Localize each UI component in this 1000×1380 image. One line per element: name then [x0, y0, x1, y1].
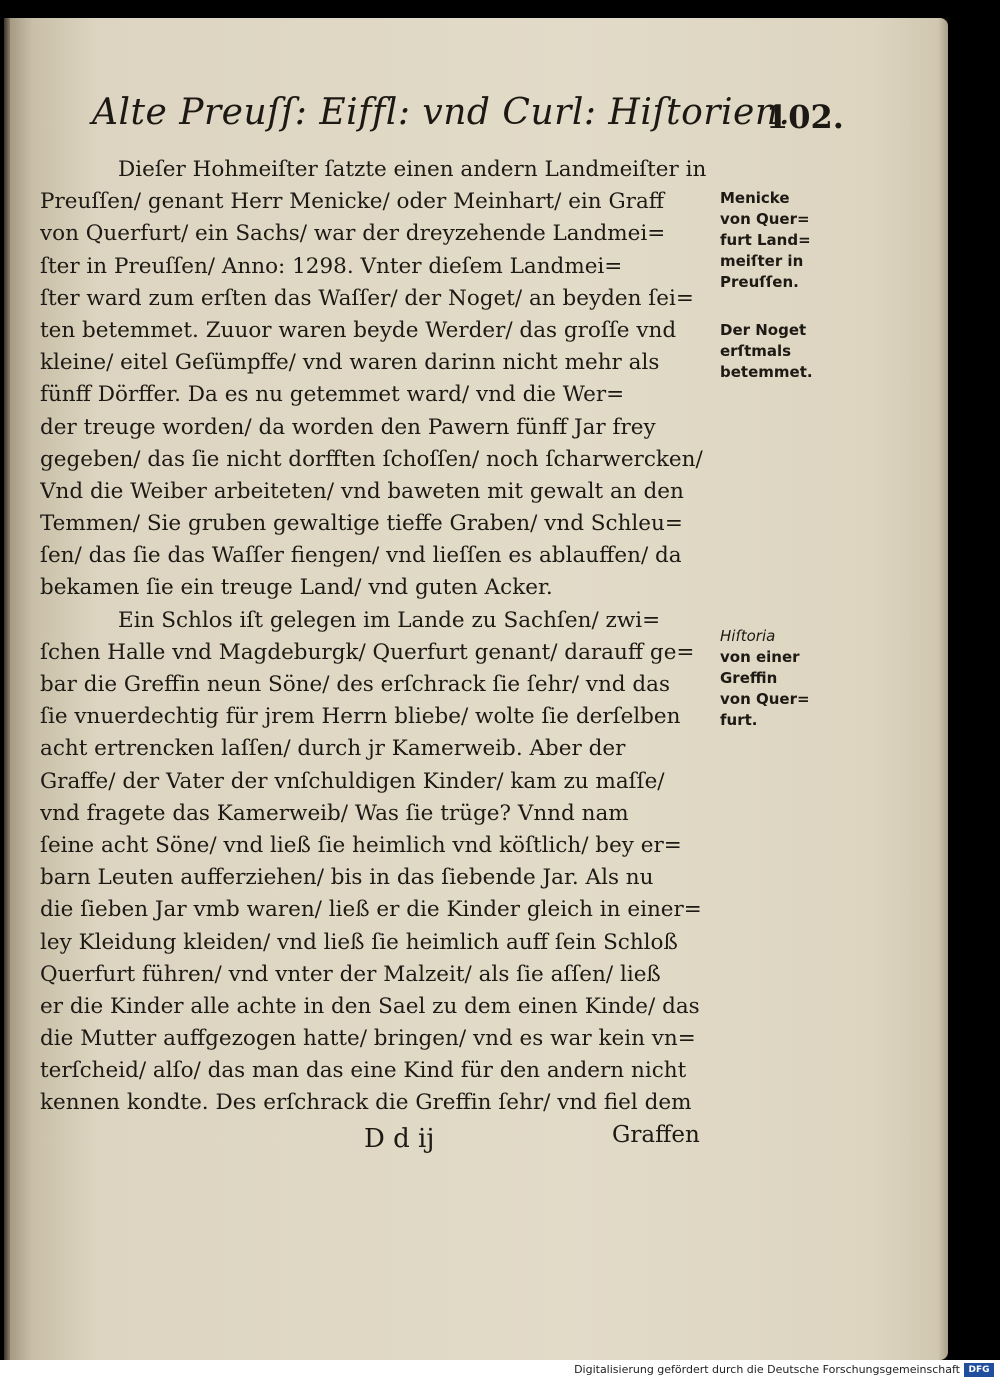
margin-note-line: Hiſtoria [720, 627, 776, 645]
margin-note-menicke [720, 188, 840, 293]
margin-note-line: Menicke [720, 189, 790, 207]
running-head: Alte Preuſſ: Eiffl: vnd Curl: Hiſtorien. [92, 92, 791, 133]
text-line: fünff Dörffer. Da es nu getemmet ward/ vnd die Wer= [40, 382, 625, 408]
text-line: ſie vnuerdechtig für jrem Herrn bliebe/ wolte ſie derſelben [40, 704, 681, 730]
text-line: barn Leuten aufferziehen/ bis in das ſiebende Jar. Als nu [40, 865, 654, 891]
text-line: Temmen/ Sie gruben gewaltige tieffe Graben/ vnd Schleu= [40, 511, 683, 537]
margin-note-line: Greffin [720, 669, 778, 687]
margin-note-line: von einer [720, 648, 800, 666]
text-line: ſen/ das ſie das Waſſer fiengen/ vnd lieſſen es ablauffen/ da [40, 543, 682, 569]
book-page [4, 18, 948, 1360]
text-line: er die Kinder alle achte in den Sael zu dem einen Kinde/ das [40, 993, 700, 1019]
text-line: Dieſer Hohmeiſter ſatzte einen andern Landmeiſter in [118, 157, 707, 182]
margin-note-line: von Quer= [720, 210, 810, 228]
book-spine-shadow [4, 18, 10, 1360]
margin-note-historia [720, 626, 840, 731]
margin-note-line: furt Land= [720, 231, 811, 249]
text-line: Vnd die Weiber arbeiteten/ vnd baweten mit gewalt an den [40, 478, 684, 504]
text-line: der treuge worden/ da worden den Pawern fünff Jar frey [40, 414, 656, 440]
body-text [40, 154, 720, 1120]
funding-text: Digitalisierung gefördert durch die Deutsche Forschungsgemeinschaft [574, 1363, 960, 1376]
signature-mark: D d ij [364, 1124, 435, 1154]
text-line: kleine/ eitel Geſümpffe/ vnd waren darinn nicht mehr als [40, 350, 660, 376]
margin-note-line: furt. [720, 711, 758, 729]
page-number: 102. [766, 98, 844, 136]
text-line: die Mutter auffgezogen hatte/ bringen/ vnd es war kein vn= [40, 1026, 696, 1052]
margin-note-noget [720, 320, 840, 383]
margin-note-line: Der Noget [720, 321, 807, 339]
text-line: ſter in Preuſſen/ Anno: 1298. Vnter dieſem Landmei= [40, 253, 623, 279]
dfg-logo[interactable]: DFG [964, 1363, 994, 1377]
text-line: kennen kondte. Des erſchrack die Greffin ſehr/ vnd fiel dem [40, 1090, 692, 1116]
margin-note-line: von Quer= [720, 690, 810, 708]
text-line: die ſieben Jar vmb waren/ ließ er die Kinder gleich in einer= [40, 897, 702, 923]
text-line: Graffe/ der Vater der vnſchuldigen Kinder/ kam zu maſſe/ [40, 768, 665, 794]
text-line: Querfurt führen/ vnd vnter der Malzeit/ als ſie aſſen/ ließ [40, 961, 661, 987]
margin-note-line: Preuſſen. [720, 273, 799, 291]
margin-note-line: meiſter in [720, 252, 804, 270]
text-line: bekamen ſie ein treuge Land/ vnd guten Acker. [40, 575, 553, 601]
text-line: bar die Greffin neun Söne/ des erſchrack ſie ſehr/ vnd das [40, 672, 670, 697]
margin-note-line: erſtmals [720, 342, 792, 360]
text-line: terſcheid/ alſo/ das man das eine Kind für den andern nicht [40, 1058, 687, 1084]
text-line: Ein Schlos iſt gelegen im Lande zu Sachſen/ zwi= [118, 607, 661, 633]
text-line: gegeben/ das ſie nicht dorfften ſchoſſen/ noch ſcharwercken/ [40, 446, 703, 472]
margin-note-line: betemmet. [720, 363, 813, 381]
page-edge [938, 18, 948, 1360]
funding-footer [0, 1360, 1000, 1380]
text-line: ten betemmet. Zuuor waren beyde Werder/ das groſſe vnd [40, 317, 677, 343]
text-line: ley Kleidung kleiden/ vnd ließ ſie heimlich auff ſein Schloß [40, 929, 678, 955]
text-line: vnd fragete das Kamerweib/ Was ſie trüge? Vnnd nam [40, 800, 629, 826]
catchword: Graffen [612, 1122, 700, 1148]
text-line: ſchen Halle vnd Magdeburgk/ Querfurt genant/ darauff ge= [40, 639, 695, 665]
text-line: von Querfurt/ ein Sachs/ war der dreyzehende Landmei= [40, 221, 666, 247]
text-line: Preuſſen/ genant Herr Menicke/ oder Meinhart/ ein Graff [40, 189, 665, 215]
text-line: acht ertrencken laſſen/ durch jr Kamerweib. Aber der [40, 736, 626, 762]
text-line: ſter ward zum erſten das Waſſer/ der Noget/ an beyden ſei= [40, 285, 694, 311]
text-line: ſeine acht Söne/ vnd ließ ſie heimlich vnd köſtlich/ bey er= [40, 832, 682, 858]
